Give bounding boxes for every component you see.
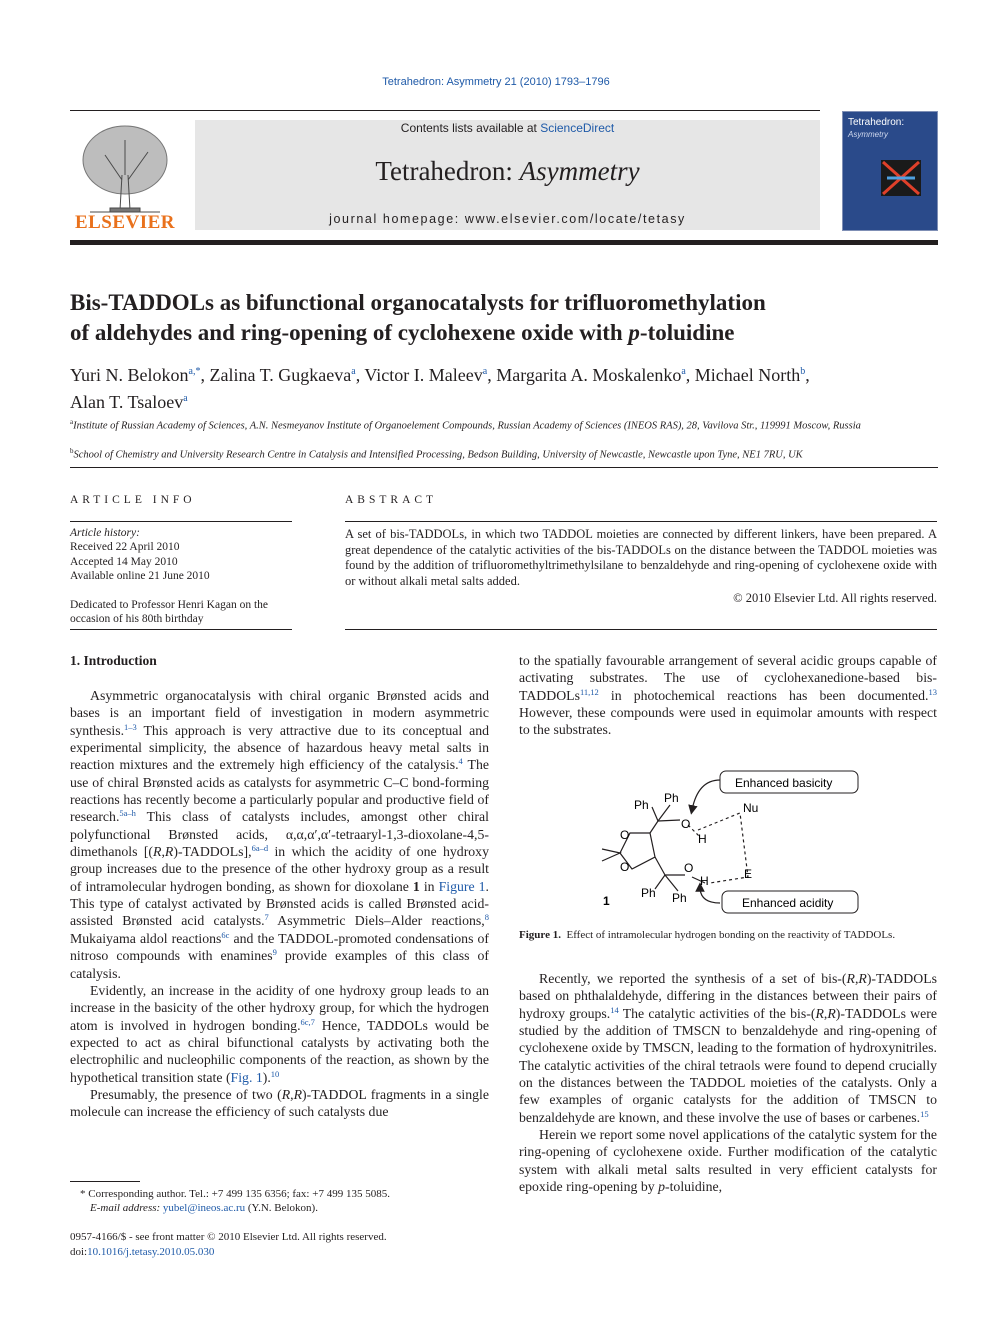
info-rule-top xyxy=(70,521,292,522)
paragraph: Presumably, the presence of two (R,R)-TADDOL fragments in a single molecule can increase the efficiency of such catalysts due xyxy=(70,1086,490,1120)
abstract-rule-top xyxy=(345,521,937,522)
paragraph: Evidently, an increase in the acidity of one hydroxy group leads to an increase in the basicity of the other hydroxy group, for which the hydrogen atom is involved in hydrogen bonding.$^{6c,7}$ Hence, TADDOLs would be expected to act as chiral bifunctional catalysts by activating both the electrophilic and nucleophilic components of the reaction, as shown by the hypothetical transition state (Fig. 1).$^{10}$ xyxy=(70,982,489,1085)
info-rule-bottom xyxy=(70,629,292,630)
article-title xyxy=(70,288,930,348)
affiliation-b: $^b$School of Chemistry and University Research Centre in Catalysis and Intensified Processing, Bedson Building, University of Newcastle, Newcastle upon Tyne, NE1 7RU, UK xyxy=(70,447,803,461)
intro-heading: 1. Introduction xyxy=(70,653,157,668)
header-thick-rule xyxy=(70,240,938,245)
atom-o: O xyxy=(620,860,630,874)
journal-homepage[interactable]: journal homepage: www.elsevier.com/locate/tetasy xyxy=(329,212,686,226)
corr-line: * Corresponding author. Tel.: +7 499 135 6356; fax: +7 499 135 5085. xyxy=(80,1188,390,1200)
compound-number: 1 xyxy=(603,894,610,908)
journal-title xyxy=(195,156,820,187)
abstract-text: A set of bis-TADDOLs, in which two TADDOL moieties are connected by different linkers, have been prepared. A great dependence of the catalytic activities of the bis-TADDOLs on the distance between the TADDOL moieties was found by the addition of trifluoromethyltrimethylsilane to benzaldehyde and ring-opening of cyclohexene oxide with or without alkali metal salts added. xyxy=(345,527,937,588)
atom-e: E xyxy=(744,867,753,881)
author[interactable]: Michael North$^b$ xyxy=(694,365,806,385)
figure-1-diagram xyxy=(580,765,880,920)
abstract-copyright: © 2010 Elsevier Ltd. All rights reserved. xyxy=(733,591,937,605)
atom-ph: Ph xyxy=(634,798,649,812)
paragraph: Herein we report some novel applications of the catalytic system for the ring-opening of cyclohexene oxide. Further modification of the catalytic system with alkali metal salts resulted in very efficient catalysts for epoxide ring-opening by p-toluidine, xyxy=(519,1127,937,1195)
accepted-date: Accepted 14 May 2010 xyxy=(70,555,178,568)
journal-title-plain: Tetrahedron: xyxy=(375,156,520,186)
corresponding-author-note xyxy=(70,1187,490,1215)
author[interactable]: Alan T. Tsaloev$^a$ xyxy=(70,392,188,412)
abstract-rule-bottom xyxy=(345,629,937,630)
contents-prefix: Contents lists available at xyxy=(400,121,541,135)
journal-title-italic: Asymmetry xyxy=(519,156,640,186)
atom-h: H xyxy=(698,832,707,846)
atom-ph: Ph xyxy=(664,791,679,805)
email-line: E-mail address: yubel@ineos.ac.ru (Y.N. Belokon). xyxy=(90,1202,318,1214)
author-list: Yuri N. Belokon$^{a,*}$, Zalina T. Gugkaeva$^a$, Victor I. Maleev$^a$, Margarita A. Moskalenko$^a$, Michael North$^b$, Alan T. Tsaloev$^a$ xyxy=(70,365,810,412)
paragraph: to the spatially favourable arrangement of several acidic groups capable of activating substrates. The use of cyclohexanedione-based bis-TADDOLs$^{11,12}$ in photochemical reactions has been documented.$^{13}$ However, these compounds were used in equimolar amounts with respect to the substrates. xyxy=(519,653,937,738)
publisher-wordmark: ELSEVIER xyxy=(74,212,176,233)
journal-cover xyxy=(842,111,938,231)
affiliation-rule xyxy=(70,467,938,468)
header-rule xyxy=(70,110,820,111)
issn-line: 0957-4166/$ - see front matter © 2010 Elsevier Ltd. All rights reserved. xyxy=(70,1231,387,1243)
atom-h: H xyxy=(700,874,709,888)
title-line-1: Bis-TADDOLs as bifunctional organocatalysts for trifluoromethylation xyxy=(70,290,766,315)
intro-left-column xyxy=(70,687,489,1121)
history-label: Article history: xyxy=(70,527,140,539)
page-footer xyxy=(70,1230,490,1259)
paragraph: Recently, we reported the synthesis of a set of bis-(R,R)-TADDOLs based on phthalaldehyde, differing in the distances between their pairs of hydroxy groups.$^{14}$ The catalytic activities of the bis-(R,R)-TADDOLs were studied by the addition of TMSCN to benzaldehyde and ring-opening of cyclohexene oxide by TMSCN, leading to the formation of hydroxynitriles. The catalytic activities of the chiral tetraols were found to depend crucially on the distances between the TADDOL moieties of the catalysts. Only a few examples of organic catalysts for the addition of TMSCN to benzaldehyde are known, and these involve the use of bases or carbenes.$^{15}$ xyxy=(519,971,937,1125)
intro-right-column-bottom xyxy=(519,970,937,1195)
journal-citation[interactable]: Tetrahedron: Asymmetry 21 (2010) 1793–1796 xyxy=(382,76,610,88)
dedication: Dedicated to Professor Henri Kagan on the occasion of his 80th birthday xyxy=(70,599,268,626)
email-link[interactable]: yubel@ineos.ac.ru xyxy=(162,1202,246,1214)
article-info-heading: ARTICLE INFO xyxy=(70,494,196,506)
contents-line xyxy=(195,121,820,135)
label-enhanced-acidity: Enhanced acidity xyxy=(742,896,834,910)
cover-subtitle: Asymmetry xyxy=(848,130,888,139)
paragraph: Asymmetric organocatalysis with chiral organic Brønsted acids and bases is an important field of investigation in modern asymmetric synthesis.$^{1-3}$ This approach is very attractive due to its conceptual and experimental simplicity, the absence of hazardous heavy metal salts in reaction mixtures and the extremely high efficiency of the catalysis.$^4$ The use of chiral Brønsted acids as catalysts for asymmetric C–C bond-forming reactions has recently become a particularly popular and productive field of research.$^{5a-h}$ This class of catalysts includes, amongst other chiral polyfunctional Brønsted acids, α,α,α′,α′-tetraaryl-1,3-dioxolane-4,5-dimethanols [(R,R)-TADDOLs],$^{6a-d}$ in which the acidity of one hydroxy group increases due to the presence of the other hydroxy group as a result of intramolecular hydrogen bonding, as shown for dioxolane 1 in Figure 1. This type of catalyst activated by Brønsted acids is called Brønsted acid-assisted Brønsted acid catalysts.$^7$ Asymmetric Diels–Alder reactions,$^8$ Mukaiyama aldol reactions$^{6c}$ and the TADDOL-promoted condensations of nitroso compounds with enamines$^9$ provide examples of this class of catalysis. xyxy=(70,688,489,981)
author[interactable]: Margarita A. Moskalenko$^a$ xyxy=(496,365,686,385)
atom-ph: Ph xyxy=(641,886,656,900)
affiliation-a: $^a$Institute of Russian Academy of Sciences, A.N. Nesmeyanov Institute of Organoelement Compounds, Russian Academy of Sciences (INEOS RAS), 28, Vavilova Str., 119991 Moscow, Russia xyxy=(70,418,861,432)
atom-o: O xyxy=(620,828,630,842)
atom-ph: Ph xyxy=(672,891,687,905)
online-date: Available online 21 June 2010 xyxy=(70,570,210,583)
atom-o: O xyxy=(684,861,694,875)
abstract-heading: ABSTRACT xyxy=(345,494,438,506)
doi-line: doi:10.1016/j.tetasy.2010.05.030 xyxy=(70,1245,215,1258)
article-history xyxy=(70,526,295,584)
intro-right-column-top xyxy=(519,652,937,739)
caption-label: Figure 1. xyxy=(519,929,561,941)
author[interactable]: Victor I. Maleev$^a$ xyxy=(364,365,488,385)
cover-title: Tetrahedron: xyxy=(848,117,905,128)
title-line-2: of aldehydes and ring-opening of cyclohexene oxide with p-toluidine xyxy=(70,320,735,345)
label-enhanced-basicity: Enhanced basicity xyxy=(735,776,833,790)
sciencedirect-link[interactable]: ScienceDirect xyxy=(540,121,615,135)
footnote-rule xyxy=(70,1181,140,1182)
received-date: Received 22 April 2010 xyxy=(70,541,180,554)
author[interactable]: Zalina T. Gugkaeva$^a$ xyxy=(209,365,356,385)
doi-link[interactable]: 10.1016/j.tetasy.2010.05.030 xyxy=(87,1245,215,1258)
atom-nu: Nu xyxy=(743,801,759,815)
atom-o: O xyxy=(681,817,691,831)
figure-1-caption xyxy=(519,929,937,941)
author[interactable]: Yuri N. Belokon$^{a,*}$ xyxy=(70,365,201,385)
caption-text: Effect of intramolecular hydrogen bonding on the reactivity of TADDOLs. xyxy=(566,929,896,941)
